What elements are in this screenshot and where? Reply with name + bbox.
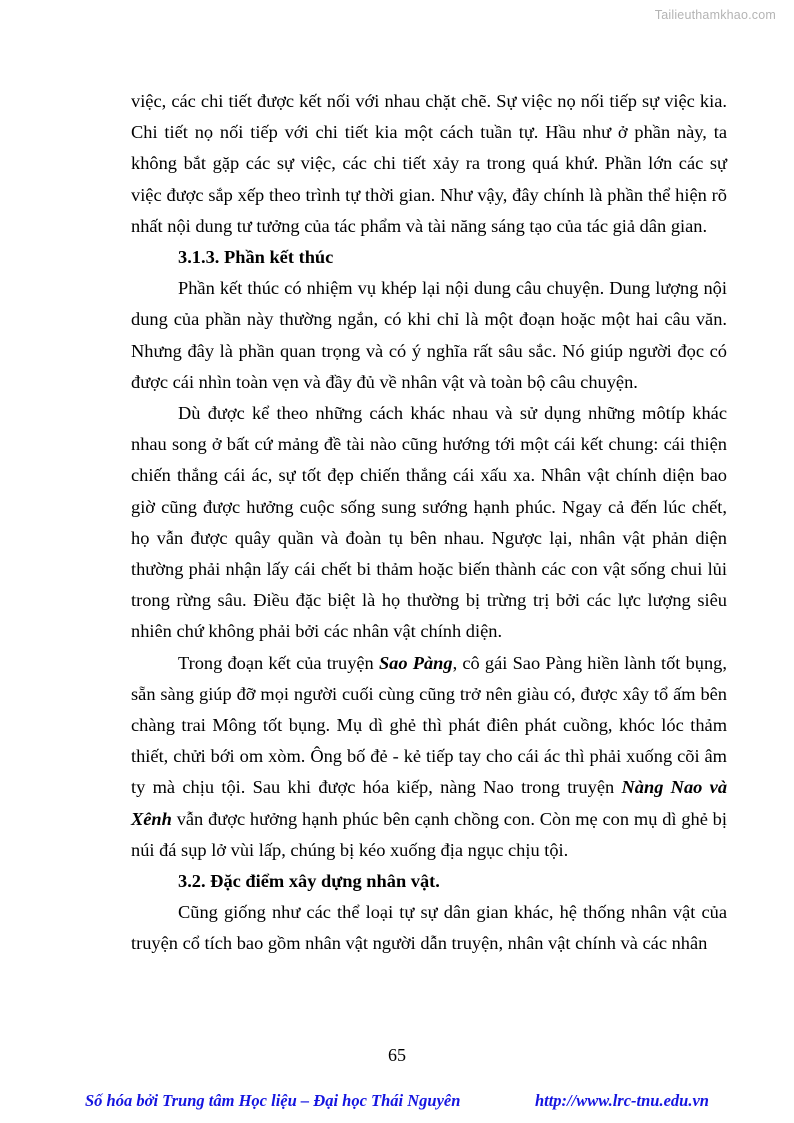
paragraph-sao-pang-segment-2: , cô gái Sao Pàng hiền lành tốt bụng, sẵn sàng giúp đỡ mọi người cuối cùng cũng trở nên giàu có, được xây tổ ấm bên chàng trai Mông tốt bụng. Mụ dì ghẻ thì phát điên phát cuồng, khóc lóc thảm thiết, chửi bới om xòm. Ông bố đẻ - kẻ tiếp tay cho cái ác thì phải xuống cõi âm ty mà chịu tội. Sau khi được hóa kiếp, nàng Nao trong truyện [131,652,727,798]
footer-library-credit: Số hóa bởi Trung tâm Học liệu – Đại học Thái Nguyên [85,1091,461,1110]
heading-3-1-3: 3.1.3. Phần kết thúc [178,247,334,268]
story-title-nang-nao-va-xenh: Nàng Nao và Xênh [131,777,728,829]
heading-3-2: 3.2. Đặc điểm xây dựng nhân vật. [178,871,440,892]
footer-url[interactable]: http://www.lrc-tnu.edu.vn [534,1091,709,1110]
document-body [131,86,727,960]
document-footer [85,1090,715,1112]
paragraph-sao-pang-segment-3: vẫn được hưởng hạnh phúc bên cạnh chồng con. Còn mẹ con mụ dì ghẻ bị núi đá sụp lở vùi lấp, chúng bị kéo xuống địa ngục chịu tội. [131,808,727,860]
paragraph-sao-pang [131,648,727,866]
page-number: 65 [388,1045,406,1065]
paragraph-motip: Dù được kể theo những cách khác nhau và sử dụng những môtíp khác nhau song ở bất cứ mảng đề tài nào cũng hướng tới một cái kết chung: cái thiện chiến thắng cái ác, sự tốt đẹp chiến thắng cái xấu xa. Nhân vật chính diện bao giờ cũng được hưởng cuộc sống sung sướng hạnh phúc. Ngay cả đến lúc chết, họ vẫn được quây quần và đoàn tụ bên nhau. Ngược lại, nhân vật phản diện thường phải nhận lấy cái chết bi thảm hoặc biến thành các con vật sống chui lủi trong rừng sâu. Điều đặc biệt là họ thường bị trừng trị bởi các lực lượng siêu nhiên chứ không phải bởi các nhân vật chính diện. [131,403,727,642]
story-title-sao-pang: Sao Pàng [378,652,453,673]
paragraph-ket-thuc: Phần kết thúc có nhiệm vụ khép lại nội dung câu chuyện. Dung lượng nội dung của phần này thường ngắn, có khi chỉ là một đoạn hoặc một hai câu văn. Nhưng đây là phần quan trọng và có ý nghĩa rất sâu sắc. Nó giúp người đọc có được cái nhìn toàn vẹn và đầy đủ về nhân vật và toàn bộ câu chuyện. [131,278,727,392]
paragraph-sao-pang-segment-1: Trong đoạn kết của truyện [178,652,379,673]
paragraph-continuation: việc, các chi tiết được kết nối với nhau chặt chẽ. Sự việc nọ nối tiếp sự việc kia. Chi tiết nọ nối tiếp với chi tiết kia một cách tuần tự. Hầu như ở phần này, ta không bắt gặp các sự việc, các chi tiết xảy ra trong quá khứ. Phần lớn các sự việc được sắp xếp theo trình tự thời gian. Như vậy, đây chính là phần thể hiện rõ nhất nội dung tư tưởng của tác phẩm và tài năng sáng tạo của tác giả dân gian. [131,91,727,236]
watermark-text: Tailieuthamkhao.com [654,8,776,22]
paragraph-nhan-vat: Cũng giống như các thể loại tự sự dân gian khác, hệ thống nhân vật của truyện cổ tích bao gồm nhân vật người dẫn truyện, nhân vật chính và các nhân [131,902,727,954]
